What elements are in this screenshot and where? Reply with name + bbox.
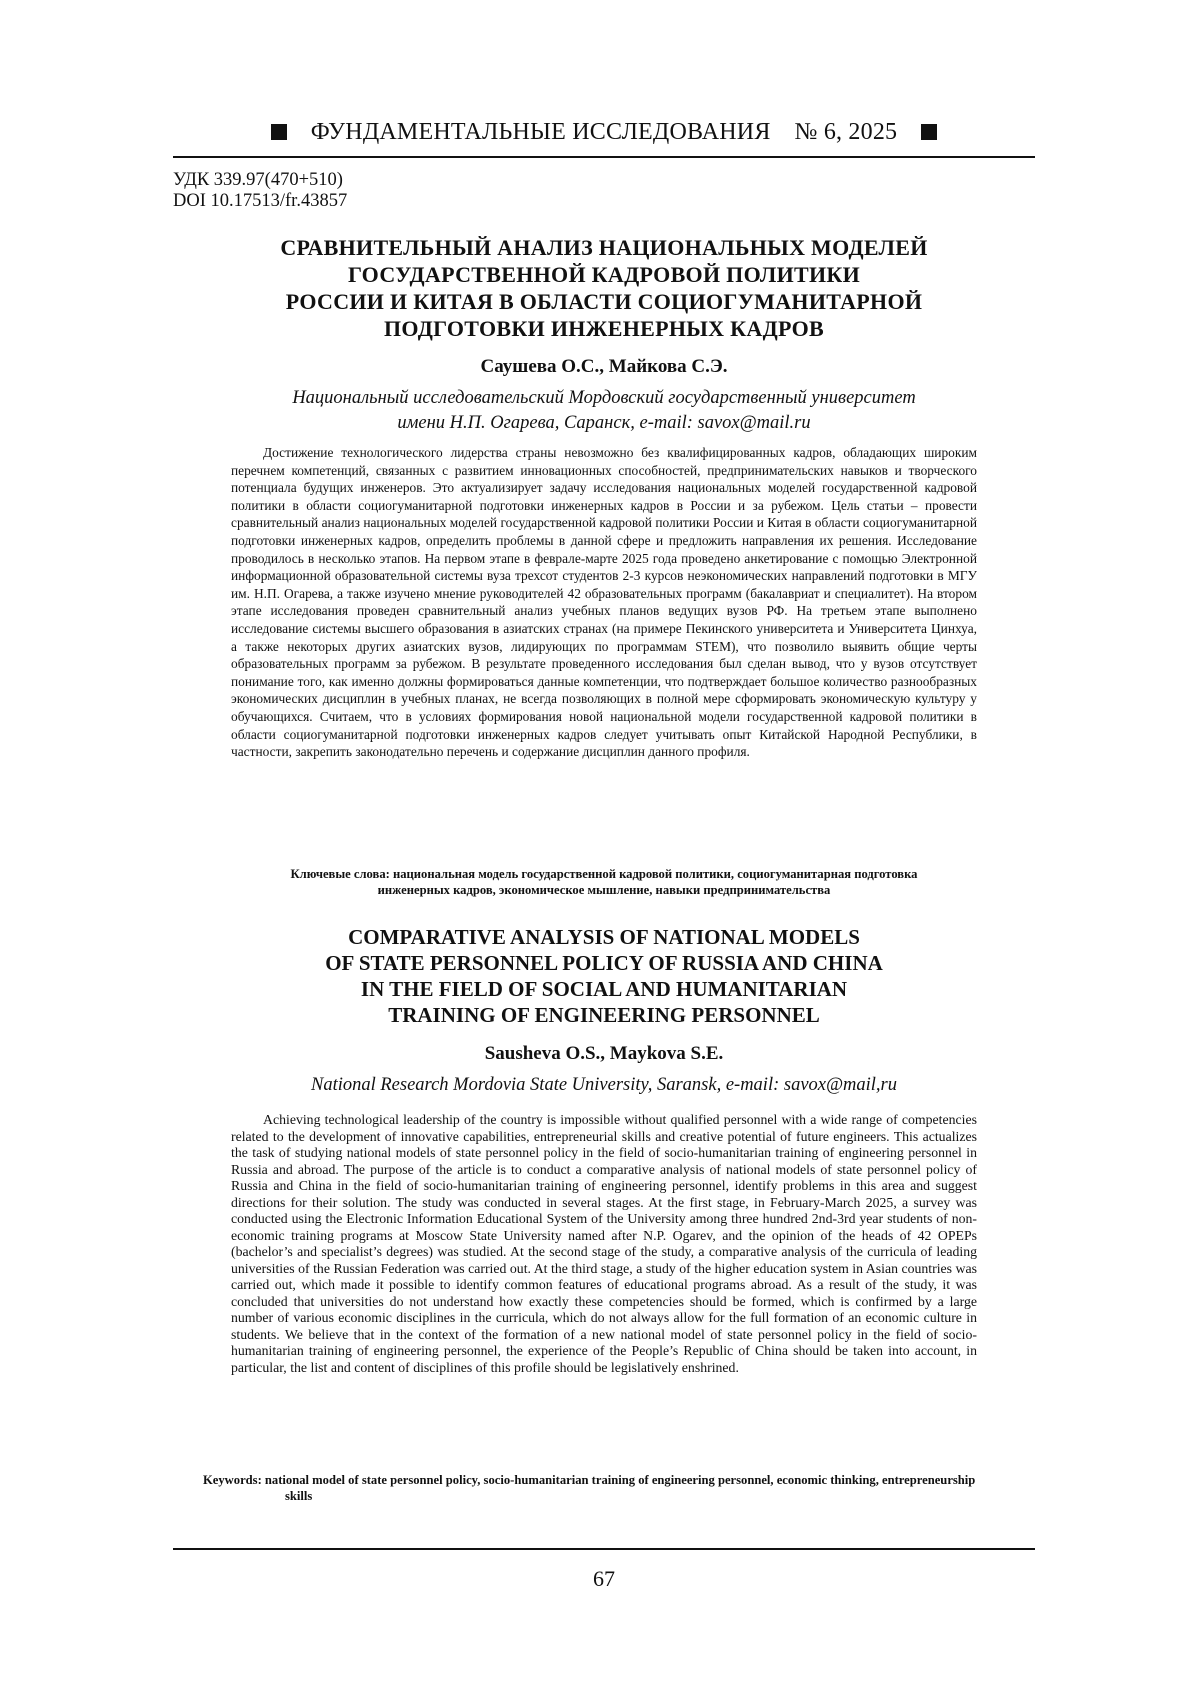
title-en-line: COMPARATIVE ANALYSIS OF NATIONAL MODELS [348, 925, 860, 949]
keywords-ru [203, 866, 1005, 898]
issue-number: № 6, 2025 [794, 118, 898, 145]
keywords-ru-line: инженерных кадров, экономическое мышление, навыки предпринимательства [377, 883, 831, 897]
title-en [173, 924, 1035, 1028]
journal-name: ФУНДАМЕНТАЛЬНЫЕ ИССЛЕДОВАНИЯ [310, 118, 771, 145]
title-ru-line: СРАВНИТЕЛЬНЫЙ АНАЛИЗ НАЦИОНАЛЬНЫХ МОДЕЛЕЙ [280, 235, 928, 260]
keywords-en: Keywords: national model of state personnel policy, socio-humanitarian training of engineering personnel, economic thinking, entrepreneurship skills [203, 1473, 976, 1503]
header-rule [173, 156, 1035, 158]
title-ru [173, 234, 1035, 342]
page-number: 67 [593, 1566, 615, 1591]
authors-en: Sausheva O.S., Maykova S.E. [484, 1043, 724, 1064]
affiliation-ru-line: Национальный исследовательский Мордовский государственный университет [292, 388, 916, 408]
title-ru-line: ПОДГОТОВКИ ИНЖЕНЕРНЫХ КАДРОВ [383, 316, 824, 341]
square-bullet-icon [271, 124, 287, 140]
udc-code: УДК 339.97(470+510) [173, 170, 343, 190]
affiliation-ru [173, 386, 1035, 436]
article-page [173, 0, 1035, 1697]
square-bullet-icon [921, 124, 937, 140]
authors-ru: Саушева О.С., Майкова С.Э. [480, 356, 728, 377]
abstract-en: Achieving technological leadership of the country is impossible without qualified personnel with a wide range of competencies related to the development of innovative capabilities, entrepreneurial skills and creative potential of future engineers. This actualizes the task of studying national models of state personnel policy in the field of socio-humanitarian training of engineering personnel in Russia and abroad. The purpose of the article is to conduct a comparative analysis of national models of state personnel policy of Russia and China in the field of socio-humanitarian training of engineering personnel, identify problems in this area and suggest directions for their solution. The study was conducted in several stages. At the first stage, in February-March 2025, a survey was conducted using the Electronic Information Educational System of the University among three hundred 2nd-3rd year students of non-economic training programs at Moscow State University named after N.P. Ogarev, and the opinion of the heads of 42 OPEPs (bachelor’s and specialist’s degrees) was studied. At the second stage of the study, a comparative analysis of the curricula of leading universities of the Russian Federation was carried out. At the third stage, a study of the higher education system in Asian countries was carried out, which made it possible to identify common features of educational programs abroad. As a result of the study, it was concluded that universities do not understand how exactly these competencies should be formed, which is confirmed by a large number of various economic disciplines in the curricula, which do not always allow for the full formation of an economic culture in students. We believe that in the context of the formation of a new national model of state personnel policy in the field of socio-humanitarian training of engineering personnel, the experience of the People’s Republic of China should be taken into account, in particular, the list and content of disciplines of this profile should be legislatively enshrined. [231, 1112, 977, 1375]
title-ru-line: РОССИИ И КИТАЯ В ОБЛАСТИ СОЦИОГУМАНИТАРНОЙ [285, 289, 923, 314]
identifiers [173, 170, 347, 212]
running-header [173, 112, 1035, 152]
affiliation-ru-line: имени Н.П. Огарева, Саранск, e-mail: savox@mail.ru [397, 413, 811, 433]
abstract-ru: Достижение технологического лидерства страны невозможно без квалифицированных кадров, обладающих широким перечнем компетенций, связанных с развитием инновационных способностей, предпринимательских навыков и творческого потенциала будущих инженеров. Это актуализирует задачу исследования национальных моделей государственной кадровой политики в области социогуманитарной подготовки инженерных кадров в России и за рубежом. Цель статьи – провести сравнительный анализ национальных моделей государственной кадровой политики России и Китая в области социогуманитарной подготовки инженерных кадров, определить проблемы в данной сфере и предложить направления их решения. Исследование проводилось в несколько этапов. На первом этапе в феврале-марте 2025 года проведено анкетирование с помощью Электронной информационной образовательной системы вуза трехсот студентов 2-3 курсов неэкономических направлений подготовки в МГУ им. Н.П. Огарева, а также изучено мнение руководителей 42 образовательных программ (бакалавриат и специалитет). На втором этапе исследования проведен сравнительный анализ учебных планов ведущих вузов РФ. На третьем этапе выполнено исследование системы высшего образования в азиатских странах (на примере Пекинского университета и Университета Цинхуа, а также некоторых других азиатских вузов, лидирующих по программам STEM), что позволило выявить общие черты образовательных программ за рубежом. В результате проведенного исследования был сделан вывод, что у вузов отсутствует понимание того, как именно должны формироваться данные компетенции, что подтверждает большое количество разнообразных экономических дисциплин в учебных планах, не всегда позволяющих в полной мере сформировать экономическую культуру у обучающихся. Считаем, что в условиях формирования новой национальной модели государственной кадровой политики в области социогуманитарной подготовки инженерных кадров следует учитывать опыт Китайской Народной Республики, в частности, закрепить законодательно перечень и содержание дисциплин данного профиля. [231, 445, 977, 760]
title-en-line: TRAINING OF ENGINEERING PERSONNEL [388, 1003, 820, 1027]
title-en-line: IN THE FIELD OF SOCIAL AND HUMANITARIAN [360, 977, 848, 1001]
title-ru-line: ГОСУДАРСТВЕННОЙ КАДРОВОЙ ПОЛИТИКИ [347, 262, 861, 287]
affiliation-en: National Research Mordovia State University, Saransk, e-mail: savox@mail,ru [311, 1075, 897, 1095]
title-en-line: OF STATE PERSONNEL POLICY OF RUSSIA AND CHINA [325, 951, 883, 975]
keywords-ru-line: Ключевые слова: национальная модель государственной кадровой политики, социогуманитарная подготовка [290, 867, 918, 881]
doi: DOI 10.17513/fr.43857 [173, 191, 348, 211]
footer-rule [173, 1548, 1035, 1550]
